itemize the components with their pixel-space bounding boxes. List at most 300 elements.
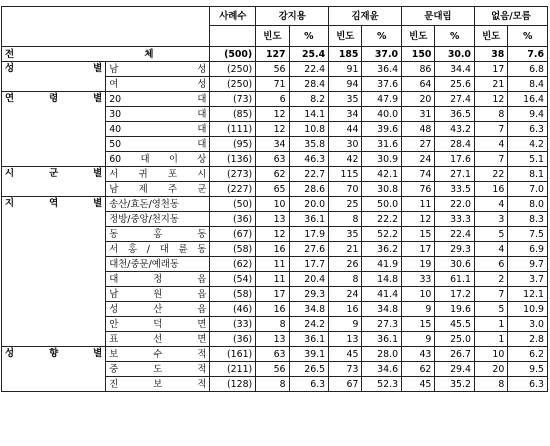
row-value: 16 — [256, 302, 289, 317]
row-label-char: 적 — [197, 363, 207, 375]
group-label-text — [5, 62, 102, 75]
row-label-char: 대천/중문/예래동 — [109, 258, 179, 270]
row-label-char: 동 — [109, 228, 119, 240]
row-value: 12 — [474, 92, 507, 107]
row-value: 40.0 — [362, 107, 402, 122]
row-value: 3.7 — [508, 272, 548, 287]
row-value: (161) — [210, 347, 256, 362]
total-value: 7.6 — [508, 47, 548, 62]
table-row-total — [2, 47, 548, 62]
row-value: 13 — [256, 212, 289, 227]
row-value: 74 — [402, 167, 435, 182]
total-value: 185 — [329, 47, 362, 62]
row-value: 29.4 — [435, 362, 475, 377]
row-value: 35.8 — [289, 137, 329, 152]
row-value: 36.4 — [362, 62, 402, 77]
row-value: 56 — [256, 62, 289, 77]
row-value: 31 — [402, 107, 435, 122]
row-label-char: 면 — [197, 318, 207, 330]
row-value: 9 — [402, 332, 435, 347]
header-pct: % — [289, 26, 329, 47]
row-value: 22.7 — [289, 167, 329, 182]
row-value: (85) — [210, 107, 256, 122]
row-value: 20 — [402, 92, 435, 107]
row-value: 41.9 — [362, 257, 402, 272]
row-value: 6 — [256, 92, 289, 107]
row-value: 67 — [329, 377, 362, 392]
group-label-char: 별 — [93, 348, 103, 359]
row-label-char: 귀 — [138, 168, 148, 180]
row-value: 29.3 — [435, 242, 475, 257]
row-value: 19.6 — [435, 302, 475, 317]
row-label-char: 홍 — [153, 228, 163, 240]
row-value: 12 — [256, 122, 289, 137]
row-value: 30.6 — [435, 257, 475, 272]
row-label-char: 적 — [197, 378, 207, 390]
row-label-char: 덕 — [153, 318, 163, 330]
row-value: 63 — [256, 152, 289, 167]
row-value: 30 — [329, 137, 362, 152]
row-value: 27.1 — [435, 167, 475, 182]
row-label-char: 남 — [109, 288, 119, 300]
row-label-text — [109, 363, 206, 376]
row-value: 22.2 — [362, 212, 402, 227]
row-value: (33) — [210, 317, 256, 332]
row-value: 10.9 — [508, 302, 548, 317]
row-label-char: 적 — [197, 348, 207, 360]
survey-table — [1, 6, 548, 392]
row-label-text — [109, 213, 206, 226]
row-label — [106, 152, 210, 167]
row-value: 39.6 — [362, 122, 402, 137]
total-label-text — [5, 48, 153, 61]
row-value: 2.8 — [508, 332, 548, 347]
row-label-char: 시 — [197, 168, 207, 180]
row-value: 8 — [256, 377, 289, 392]
row-value: 76 — [402, 182, 435, 197]
row-value: 61.1 — [435, 272, 475, 287]
row-label-char: 군 — [197, 183, 207, 195]
row-label-text — [109, 78, 206, 91]
row-value: (50) — [210, 197, 256, 212]
row-value: 22.4 — [289, 62, 329, 77]
row-value: 28.6 — [289, 182, 329, 197]
row-value: 14.1 — [289, 107, 329, 122]
row-label — [106, 227, 210, 242]
row-label-char: 남 — [109, 63, 119, 75]
row-value: 45.5 — [435, 317, 475, 332]
row-label — [106, 107, 210, 122]
row-label-text — [109, 228, 206, 241]
row-value: 34.8 — [362, 302, 402, 317]
row-label-text — [109, 243, 206, 256]
row-label-char: 40 — [109, 123, 122, 135]
row-value: 3.0 — [508, 317, 548, 332]
row-value: (62) — [210, 257, 256, 272]
row-value: 17.7 — [289, 257, 329, 272]
header-count: 사례수 — [210, 7, 256, 26]
row-label-char: / — [146, 243, 150, 255]
row-value: 10 — [474, 347, 507, 362]
row-label — [106, 377, 210, 392]
group-label-char: 별 — [93, 93, 103, 104]
row-value: 9 — [329, 317, 362, 332]
header-blank — [2, 7, 210, 47]
row-value: 36.1 — [289, 212, 329, 227]
row-value: 27.6 — [289, 242, 329, 257]
row-value: 94 — [329, 77, 362, 92]
row-value: 8.4 — [508, 77, 548, 92]
row-value: 28.0 — [362, 347, 402, 362]
group-label-text — [5, 347, 102, 360]
table-row — [2, 92, 548, 107]
table-row — [2, 197, 548, 212]
row-label-char: 도 — [153, 363, 163, 375]
row-value: 52.2 — [362, 227, 402, 242]
row-label-char: 상 — [197, 153, 207, 165]
group-label-text — [5, 92, 102, 105]
row-value: 30.8 — [362, 182, 402, 197]
row-value: 50.0 — [362, 197, 402, 212]
row-label-char: 보 — [153, 378, 163, 390]
row-value: 4 — [474, 242, 507, 257]
row-value: 8 — [474, 377, 507, 392]
total-value: 30.0 — [435, 47, 475, 62]
group-label-char: 지 — [5, 198, 15, 209]
row-value: 5 — [474, 302, 507, 317]
row-value: 12 — [256, 227, 289, 242]
row-value: 56 — [256, 362, 289, 377]
row-value: 8.0 — [508, 197, 548, 212]
row-value: 16 — [474, 182, 507, 197]
row-label-char: 서 — [109, 243, 119, 255]
row-value: 48 — [402, 122, 435, 137]
row-label-text — [109, 123, 206, 136]
row-value: 73 — [329, 362, 362, 377]
row-value: (36) — [210, 212, 256, 227]
row-value: 24 — [329, 287, 362, 302]
header-pct: % — [435, 26, 475, 47]
row-value: 35 — [329, 227, 362, 242]
row-label-char: 표 — [109, 333, 119, 345]
row-value: 25 — [329, 197, 362, 212]
group-label-char: 령 — [49, 93, 59, 104]
row-value: 42.1 — [362, 167, 402, 182]
row-value: 30.9 — [362, 152, 402, 167]
header-freq: 빈도 — [474, 26, 507, 47]
row-value: 35 — [329, 92, 362, 107]
table-row — [2, 167, 548, 182]
row-value: 26.5 — [289, 362, 329, 377]
row-label — [106, 212, 210, 227]
group-label-char: 별 — [93, 198, 103, 209]
header-candidate: 없음/모름 — [474, 7, 547, 26]
row-value: 8 — [329, 272, 362, 287]
row-value: (136) — [210, 152, 256, 167]
row-value: 11 — [256, 257, 289, 272]
row-value: 1 — [474, 332, 507, 347]
row-label-text — [109, 258, 206, 271]
row-value: 21 — [329, 242, 362, 257]
row-label — [106, 272, 210, 287]
row-value: 86 — [402, 62, 435, 77]
row-value: 34 — [256, 137, 289, 152]
row-label-char: 정방/중앙/천지동 — [109, 213, 179, 225]
row-value: 34.8 — [289, 302, 329, 317]
row-label-char: 안 — [109, 318, 119, 330]
row-label-char: 20 — [109, 93, 122, 105]
row-value: 6.3 — [508, 122, 548, 137]
row-value: 11 — [256, 272, 289, 287]
row-value: (128) — [210, 377, 256, 392]
row-value: 6.8 — [508, 62, 548, 77]
row-value: 115 — [329, 167, 362, 182]
row-label-char: 진 — [109, 378, 119, 390]
row-label-text — [109, 333, 206, 346]
row-label-char: 선 — [153, 333, 163, 345]
group-label-char: 향 — [49, 348, 59, 359]
row-value: 8 — [256, 317, 289, 332]
row-value: (73) — [210, 92, 256, 107]
row-value: 8.1 — [508, 167, 548, 182]
row-label-char: 송산/효돈/영천동 — [109, 198, 179, 210]
row-value: 15 — [402, 317, 435, 332]
row-label-text — [109, 153, 206, 166]
row-label-char: 60 — [109, 153, 122, 165]
row-value: 45 — [402, 377, 435, 392]
row-label-text — [109, 318, 206, 331]
row-label — [106, 77, 210, 92]
row-label — [106, 332, 210, 347]
row-value: 62 — [256, 167, 289, 182]
row-label-text — [109, 198, 206, 211]
row-value: 21 — [474, 77, 507, 92]
row-label — [106, 167, 210, 182]
row-value: 6.3 — [508, 377, 548, 392]
row-label — [106, 182, 210, 197]
row-value: 70 — [329, 182, 362, 197]
row-label — [106, 287, 210, 302]
row-label-text — [109, 138, 206, 151]
row-label-char: 면 — [197, 333, 207, 345]
row-value: 91 — [329, 62, 362, 77]
group-label — [2, 92, 106, 167]
row-value: 6.9 — [508, 242, 548, 257]
group-label — [2, 197, 106, 347]
row-label-char: 원 — [153, 288, 163, 300]
header-freq: 빈도 — [329, 26, 362, 47]
row-value: 62 — [402, 362, 435, 377]
row-value: 22.4 — [435, 227, 475, 242]
row-value: 6.3 — [289, 377, 329, 392]
group-label-text — [5, 167, 102, 180]
row-value: 14.8 — [362, 272, 402, 287]
row-value: 20.4 — [289, 272, 329, 287]
row-value: 25.0 — [435, 332, 475, 347]
table-row — [2, 347, 548, 362]
row-label-char: 남 — [109, 183, 119, 195]
row-value: 43.2 — [435, 122, 475, 137]
row-value: 11 — [402, 197, 435, 212]
row-value: (54) — [210, 272, 256, 287]
row-label-char: 성 — [197, 78, 207, 90]
row-value: 28.4 — [435, 137, 475, 152]
row-value: 8 — [329, 212, 362, 227]
row-value: 17.9 — [289, 227, 329, 242]
row-label-char: 주 — [167, 183, 177, 195]
row-label-char: 서 — [109, 168, 119, 180]
row-label-char: 동 — [197, 228, 207, 240]
row-label-char: 홍 — [127, 243, 138, 255]
row-value: 63 — [256, 347, 289, 362]
row-value: 6.2 — [508, 347, 548, 362]
row-label-char: 50 — [109, 138, 122, 150]
row-label-char: 대 — [197, 108, 207, 120]
row-value: 9.5 — [508, 362, 548, 377]
row-label — [106, 197, 210, 212]
row-value: 10.8 — [289, 122, 329, 137]
total-label-char: 체 — [144, 48, 154, 60]
row-value: 33.3 — [435, 212, 475, 227]
row-value: (95) — [210, 137, 256, 152]
row-label-char: 산 — [153, 303, 163, 315]
row-value: 17.6 — [435, 152, 475, 167]
group-label-char: 군 — [49, 168, 59, 179]
row-label-char: 동 — [197, 243, 207, 255]
row-value: 44 — [329, 122, 362, 137]
group-label-char: 역 — [49, 198, 59, 209]
row-label-char: 제 — [138, 183, 148, 195]
row-value: (67) — [210, 227, 256, 242]
group-label — [2, 62, 106, 92]
row-value: 4 — [474, 197, 507, 212]
row-value: (250) — [210, 77, 256, 92]
row-value: 47.9 — [362, 92, 402, 107]
group-label — [2, 347, 106, 392]
group-label-char: 연 — [5, 93, 15, 104]
row-value: 19 — [402, 257, 435, 272]
row-value: 43 — [402, 347, 435, 362]
row-value: 36.1 — [289, 332, 329, 347]
row-value: 25.6 — [435, 77, 475, 92]
row-value: 6 — [474, 257, 507, 272]
row-label-text — [109, 183, 206, 196]
row-label-text — [109, 93, 206, 106]
row-value: 12.1 — [508, 287, 548, 302]
row-value: 2 — [474, 272, 507, 287]
header-count-blank — [210, 26, 256, 47]
row-value: 17 — [256, 287, 289, 302]
row-label — [106, 362, 210, 377]
row-label-char: 대 — [197, 93, 207, 105]
header-row-1 — [2, 7, 548, 26]
row-value: 16 — [256, 242, 289, 257]
row-value: 7.0 — [508, 182, 548, 197]
row-label-char: 대 — [159, 243, 169, 255]
row-label-text — [109, 348, 206, 361]
row-value: 24.2 — [289, 317, 329, 332]
row-label-char: 성 — [109, 303, 119, 315]
row-value: 22 — [474, 167, 507, 182]
row-value: (211) — [210, 362, 256, 377]
row-label — [106, 347, 210, 362]
row-value: 20 — [474, 362, 507, 377]
row-label-char: 정 — [153, 273, 163, 285]
row-value: 7 — [474, 152, 507, 167]
row-value: 33 — [402, 272, 435, 287]
row-value: 42 — [329, 152, 362, 167]
row-value: 41.4 — [362, 287, 402, 302]
row-label-char: 읍 — [197, 288, 207, 300]
row-label-char: 여 — [109, 78, 119, 90]
row-label-char: 중 — [109, 363, 119, 375]
row-value: 31.6 — [362, 137, 402, 152]
row-value: 64 — [402, 77, 435, 92]
total-value: 37.0 — [362, 47, 402, 62]
header-pct: % — [508, 26, 548, 47]
header-pct: % — [362, 26, 402, 47]
row-value: 12 — [402, 212, 435, 227]
row-value: 10 — [402, 287, 435, 302]
row-value: (58) — [210, 287, 256, 302]
group-label-char: 성 — [5, 63, 15, 74]
row-value: 34.4 — [435, 62, 475, 77]
row-label-char: 이 — [168, 153, 178, 165]
row-value: 36.1 — [362, 332, 402, 347]
row-value: 29.3 — [289, 287, 329, 302]
row-value: 35.2 — [435, 377, 475, 392]
row-value: 65 — [256, 182, 289, 197]
row-value: 13 — [256, 332, 289, 347]
row-value: 27.3 — [362, 317, 402, 332]
row-value: 28.4 — [289, 77, 329, 92]
row-value: 17.2 — [435, 287, 475, 302]
row-label-char: 성 — [197, 63, 207, 75]
row-label-char: 대 — [197, 123, 207, 135]
row-value: 7.5 — [508, 227, 548, 242]
row-value: 9 — [402, 302, 435, 317]
row-value: 20.0 — [289, 197, 329, 212]
row-value: 27 — [402, 137, 435, 152]
row-label-text — [109, 378, 206, 391]
group-label-char: 별 — [93, 63, 103, 74]
row-value: 16 — [329, 302, 362, 317]
row-label-text — [109, 108, 206, 121]
row-value: 27.4 — [435, 92, 475, 107]
row-label-text — [109, 303, 206, 316]
row-value: 46.3 — [289, 152, 329, 167]
row-value: (36) — [210, 332, 256, 347]
group-label-char: 별 — [93, 168, 103, 179]
row-label — [106, 62, 210, 77]
row-label-char: 대 — [109, 273, 119, 285]
row-value: 26.7 — [435, 347, 475, 362]
row-value: 26 — [329, 257, 362, 272]
row-value: 36.2 — [362, 242, 402, 257]
row-value: 4.2 — [508, 137, 548, 152]
row-value: (250) — [210, 62, 256, 77]
total-value: 38 — [474, 47, 507, 62]
group-label — [2, 167, 106, 197]
total-value: 150 — [402, 47, 435, 62]
row-value: 39.1 — [289, 347, 329, 362]
row-value: 15 — [402, 227, 435, 242]
row-label-char: 포 — [167, 168, 177, 180]
row-label — [106, 137, 210, 152]
row-value: 37.6 — [362, 77, 402, 92]
row-value: 8 — [474, 107, 507, 122]
table-row — [2, 62, 548, 77]
